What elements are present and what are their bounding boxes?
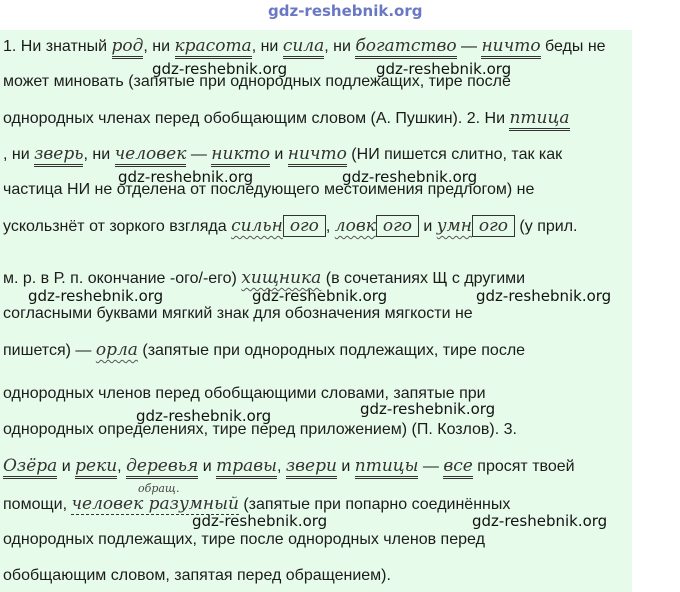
text: (запятые при однородных подлежащих, тире после (137, 342, 526, 359)
text: , ни (83, 146, 115, 163)
text: — (456, 38, 482, 55)
address-phrase: человек разумный (71, 494, 239, 514)
text: помощи, (3, 496, 72, 513)
text-line (3, 216, 577, 237)
text: однородных подлежащих, тире после однородных членов перед (3, 531, 485, 548)
text: однородных определениях, тире перед приложением) (П. Козлов). 3. (3, 421, 517, 438)
text: может миновать (запятые при однородных подлежащих, тире после (3, 73, 511, 90)
address-annotation: обращ. (138, 482, 180, 495)
text: , ни (324, 38, 356, 55)
watermark: gdz-reshebnik.org (136, 407, 272, 425)
text: однородных членов перед обобщающими словами, запятые при (3, 385, 486, 402)
text-line (3, 108, 570, 129)
text: обобщающим словом, запятая перед обращением). (3, 567, 391, 584)
text: — (418, 458, 444, 475)
text: и (57, 458, 76, 475)
watermark: gdz-reshebnik.org (192, 512, 328, 530)
watermark: gdz-reshebnik.org (472, 512, 608, 530)
subject-word: деревья (126, 456, 198, 479)
text: , ни (3, 146, 35, 163)
watermark: gdz-reshebnik.org (252, 287, 388, 305)
text: , ни (251, 38, 283, 55)
subject-word: род (112, 36, 144, 59)
text: беды не (540, 38, 606, 55)
text: м. р. в Р. п. окончание -ого/-его) (3, 270, 242, 287)
text: и (418, 218, 437, 235)
subject-word: звери (286, 456, 337, 479)
text: согласными буквами мягкий знак для обозначения мягкости не (3, 305, 473, 322)
watermark: gdz-reshebnik.org (342, 168, 478, 186)
subject-word: птица (509, 108, 569, 131)
watermark-top: gdz-reshebnik.org (268, 2, 423, 20)
text: , (325, 218, 335, 235)
text: однородных членах перед обобщающим словом (А. Пушкин). 2. Ни (3, 110, 510, 127)
text-line (3, 36, 606, 57)
text-line (3, 340, 525, 361)
subject-word: красота (175, 36, 252, 59)
subject-word: сила (283, 36, 324, 59)
text-line (3, 268, 525, 289)
ending-box: ого (376, 215, 419, 237)
subject-word: реки (75, 456, 117, 479)
text: и (269, 146, 288, 163)
watermark: gdz-reshebnik.org (28, 287, 164, 305)
subject-word: зверь (34, 144, 83, 167)
subject-word: птицы (355, 456, 419, 479)
watermark: gdz-reshebnik.org (360, 400, 496, 418)
generalizing-word: ничто (481, 36, 540, 59)
subject-word: богатство (355, 36, 456, 59)
text: и (198, 458, 217, 475)
adjective-stem: умн (436, 216, 472, 236)
text: , (276, 458, 286, 475)
subject-word: Озёра (3, 456, 57, 479)
text-line (3, 530, 485, 550)
ending-box: ого (283, 215, 326, 237)
text-line (3, 456, 575, 477)
subject-word: травы (216, 456, 277, 479)
text: и (336, 458, 355, 475)
subject-word: человек (115, 144, 187, 167)
generalizing-word: никто (211, 144, 270, 167)
text-line (3, 566, 391, 586)
watermark: gdz-reshebnik.org (376, 60, 512, 78)
text: ускользнёт от зоркого взгляда (3, 218, 232, 235)
text: , ни (143, 38, 175, 55)
text: , (117, 458, 127, 475)
text: — (186, 146, 212, 163)
text: (в сочетаниях Щ с другими (321, 270, 526, 287)
watermark: gdz-reshebnik.org (152, 60, 288, 78)
text: частица НИ не отделена от последующего местоимения предлогом) не (3, 181, 535, 198)
adjective-stem: ловк (334, 216, 376, 236)
text: 1. Ни знатный (3, 38, 112, 55)
text: просят твоей (472, 458, 575, 475)
text: (НИ пишется слитно, так как (346, 146, 563, 163)
adjective-stem: сильн (231, 216, 283, 236)
text-line (3, 304, 473, 324)
attribute-word: орла (95, 340, 138, 360)
text: пишется) — (3, 342, 96, 359)
generalizing-word: все (443, 456, 472, 479)
watermark: gdz-reshebnik.org (476, 287, 612, 305)
text: (у прил. (514, 218, 578, 235)
text-line (3, 144, 562, 165)
generalizing-word: ничто (288, 144, 347, 167)
text: (запятые при попарно соединённых (238, 496, 511, 513)
ending-box: ого (472, 215, 515, 237)
attribute-word: хищника (241, 268, 322, 288)
watermark: gdz-reshebnik.org (118, 168, 254, 186)
